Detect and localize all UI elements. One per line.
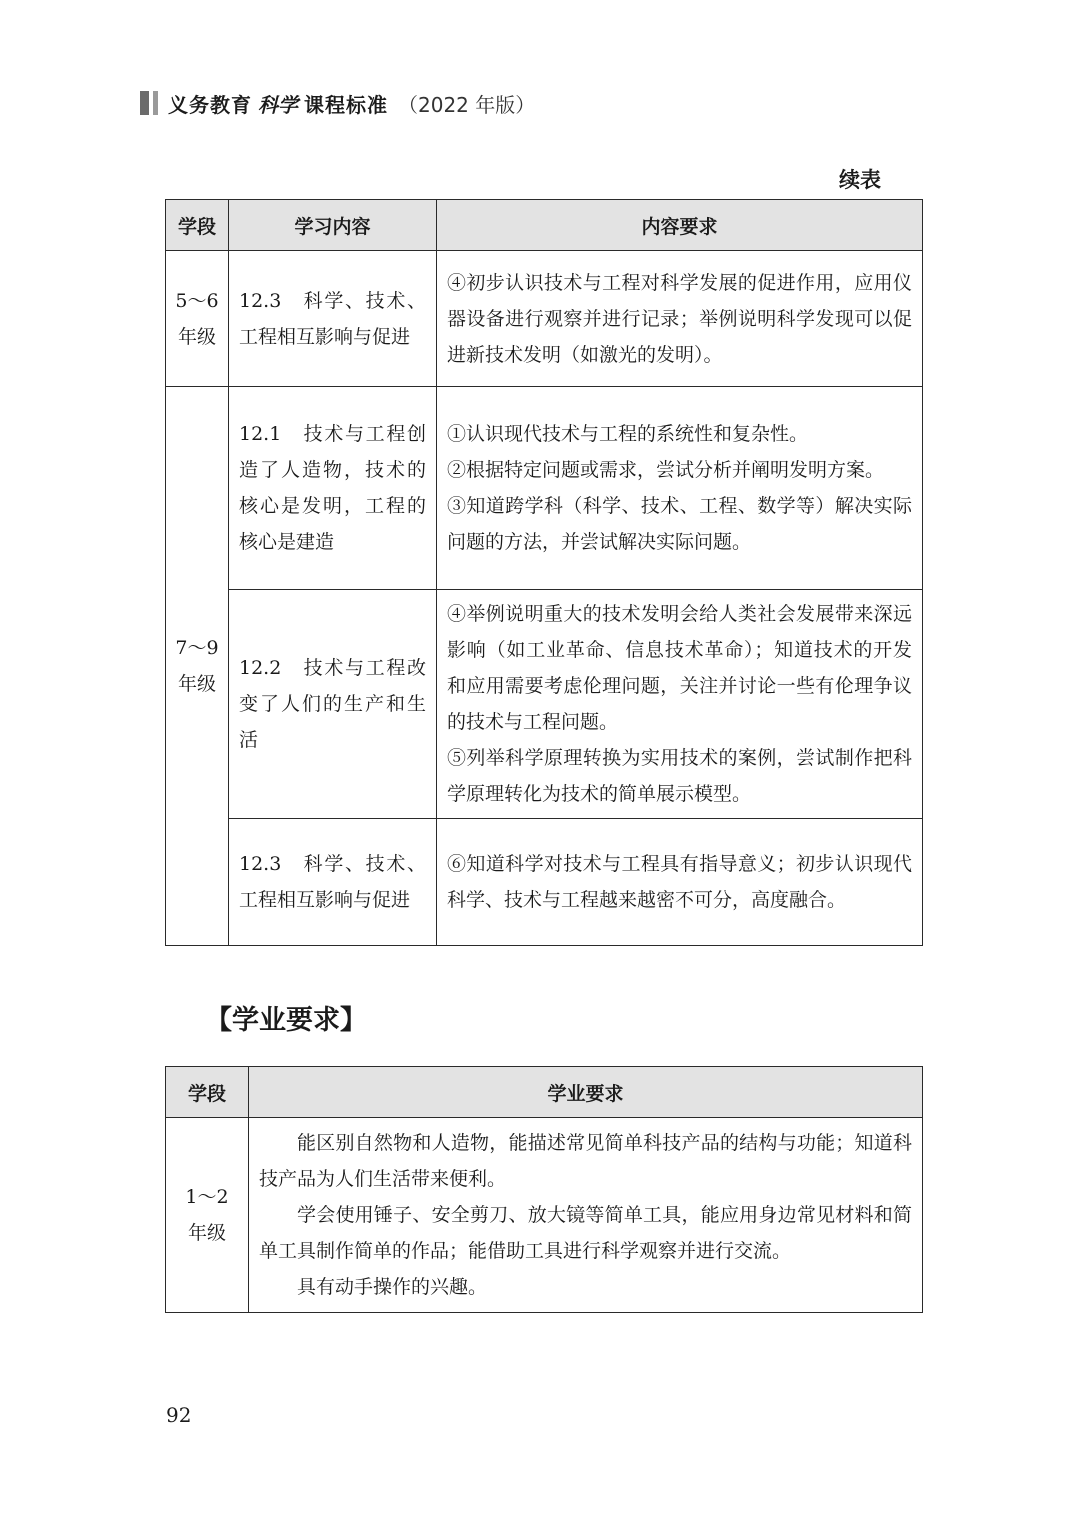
section-title: 【学业要求】 (205, 1005, 367, 1036)
header-title-b: 课程标准 (304, 92, 388, 117)
header-title-a: 义务教育 (168, 92, 252, 117)
requirements-cell: ①认识现代技术与工程的系统性和复杂性。 ②根据特定问题或需求，尝试分析并阐明发明方案。 ③知道跨学科（科学、技术、工程、数学等）解决实际问题的方法，并尝试解决实际问题。 (437, 387, 923, 590)
content-table (165, 199, 923, 946)
table-header-row (166, 200, 923, 251)
requirements-cell: ④举例说明重大的技术发明会给人类社会发展带来深远影响（如工业革命、信息技术革命）；知道技术的开发和应用需要考虑伦理问题，关注并讨论一些有伦理争议的技术与工程问题。 ⑤列举科学原理转换为实用技术的案例，尝试制作把科学原理转化为技术的简单展示模型。 (437, 590, 923, 819)
topic-cell: 12.3 科学、技术、工程相互影响与促进 (229, 819, 437, 946)
stage-cell: 7～9 年级 (166, 387, 229, 946)
header-requirements: 内容要求 (437, 200, 923, 251)
topic-cell: 12.3 科学、技术、工程相互影响与促进 (229, 251, 437, 387)
table-row (166, 819, 923, 946)
stage-cell: 5～6 年级 (166, 251, 229, 387)
requirements-cell: ④初步认识技术与工程对科学发展的促进作用，应用仪器设备进行观察并进行记录；举例说明科学发现可以促进新技术发明（如激光的发明）。 (437, 251, 923, 387)
header-stage: 学段 (166, 200, 229, 251)
achievement-cell: 能区别自然物和人造物，能描述常见简单科技产品的结构与功能；知道科技产品为人们生活带来便利。 学会使用锤子、安全剪刀、放大镜等简单工具，能应用身边常见材料和简单工具制作简单的作品；能借助工具进行科学观察并进行交流。 具有动手操作的兴趣。 (249, 1118, 923, 1313)
achievement-table (165, 1066, 923, 1313)
header-achievement: 学业要求 (249, 1067, 923, 1118)
page-number: 92 (166, 1403, 192, 1427)
header-subject: 科学 (258, 92, 298, 117)
topic-cell: 12.2 技术与工程改变了人们的生产和生活 (229, 590, 437, 819)
continued-label: 续表 (839, 168, 881, 192)
table-header-row (166, 1067, 923, 1118)
stage-cell: 1～2 年级 (166, 1118, 249, 1313)
header-stage: 学段 (166, 1067, 249, 1118)
requirements-cell: ⑥知道科学对技术与工程具有指导意义；初步认识现代科学、技术与工程越来越密不可分，高度融合。 (437, 819, 923, 946)
header-topic: 学习内容 (229, 200, 437, 251)
table-row (166, 251, 923, 387)
header-bars-decoration (140, 91, 158, 115)
running-header (140, 88, 535, 118)
header-edition: （2022 年版） (398, 92, 536, 117)
table-row (166, 1118, 923, 1313)
topic-cell: 12.1 技术与工程创造了人造物，技术的核心是发明，工程的核心是建造 (229, 387, 437, 590)
table-row (166, 590, 923, 819)
table-row (166, 387, 923, 590)
